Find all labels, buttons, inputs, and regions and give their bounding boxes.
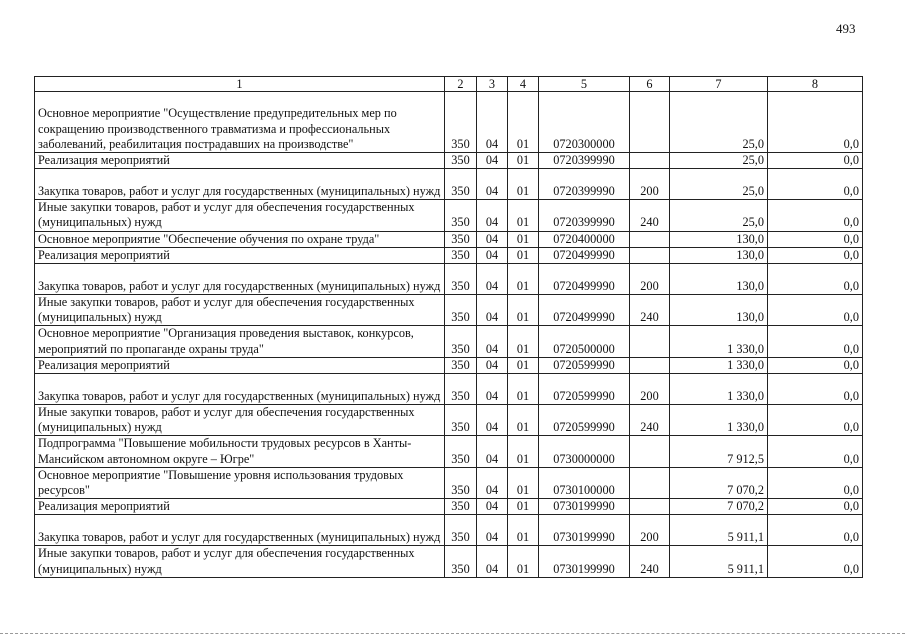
cell-pr: 01 [508, 200, 539, 231]
cell-csr: 0730199990 [539, 499, 630, 515]
cell-sum2: 0,0 [768, 326, 863, 357]
cell-sum2: 0,0 [768, 546, 863, 577]
cell-sum2: 0,0 [768, 92, 863, 153]
cell-vr: 240 [630, 200, 670, 231]
cell-vr [630, 153, 670, 169]
cell-ved: 350 [445, 436, 477, 467]
cell-pr: 01 [508, 405, 539, 436]
column-header: 2 [445, 77, 477, 92]
cell-name: Основное мероприятие "Осуществление предупредительных мер по сокращению производственного травматизма и профессиональных заболеваний, реабилитация пострадавших на производстве" [35, 92, 445, 153]
cell-name: Закупка товаров, работ и услуг для государственных (муниципальных) нужд [35, 515, 445, 546]
cell-ved: 350 [445, 546, 477, 577]
cell-vr [630, 467, 670, 498]
cell-ved: 350 [445, 169, 477, 200]
cell-rz: 04 [477, 405, 508, 436]
cell-sum2: 0,0 [768, 467, 863, 498]
table-row [35, 436, 863, 467]
cell-name: Иные закупки товаров, работ и услуг для обеспечения государственных (муниципальных) нужд [35, 295, 445, 326]
cell-rz: 04 [477, 295, 508, 326]
cell-name: Реализация мероприятий [35, 153, 445, 169]
cell-vr: 240 [630, 405, 670, 436]
cell-ved: 350 [445, 374, 477, 405]
cell-sum1: 7 912,5 [670, 436, 768, 467]
cell-sum2: 0,0 [768, 153, 863, 169]
cell-sum2: 0,0 [768, 357, 863, 373]
table-row [35, 153, 863, 169]
cell-vr [630, 357, 670, 373]
cell-rz: 04 [477, 326, 508, 357]
cell-sum1: 1 330,0 [670, 326, 768, 357]
cell-sum1: 25,0 [670, 92, 768, 153]
cell-sum2: 0,0 [768, 231, 863, 247]
cell-sum1: 25,0 [670, 169, 768, 200]
cell-sum1: 25,0 [670, 200, 768, 231]
cell-vr [630, 499, 670, 515]
table-row [35, 405, 863, 436]
cell-vr: 240 [630, 546, 670, 577]
cell-pr: 01 [508, 374, 539, 405]
column-header: 8 [768, 77, 863, 92]
cell-name: Основное мероприятие "Повышение уровня использования трудовых ресурсов" [35, 467, 445, 498]
cell-csr: 0720599990 [539, 357, 630, 373]
cell-csr: 0720400000 [539, 231, 630, 247]
cell-csr: 0720500000 [539, 326, 630, 357]
cell-ved: 350 [445, 92, 477, 153]
cell-pr: 01 [508, 264, 539, 295]
budget-table [34, 76, 863, 578]
cell-pr: 01 [508, 153, 539, 169]
cell-csr: 0720399990 [539, 200, 630, 231]
cell-name: Иные закупки товаров, работ и услуг для обеспечения государственных (муниципальных) нужд [35, 200, 445, 231]
cell-name: Иные закупки товаров, работ и услуг для обеспечения государственных (муниципальных) нужд [35, 546, 445, 577]
cell-sum1: 130,0 [670, 231, 768, 247]
cell-vr [630, 231, 670, 247]
cell-sum2: 0,0 [768, 374, 863, 405]
cell-pr: 01 [508, 436, 539, 467]
cell-ved: 350 [445, 200, 477, 231]
column-header: 7 [670, 77, 768, 92]
cell-rz: 04 [477, 247, 508, 263]
cell-rz: 04 [477, 436, 508, 467]
cell-name: Основное мероприятие "Обеспечение обучения по охране труда" [35, 231, 445, 247]
cell-ved: 350 [445, 231, 477, 247]
cell-csr: 0720399990 [539, 169, 630, 200]
table-row [35, 546, 863, 577]
cell-vr: 200 [630, 374, 670, 405]
cell-vr [630, 436, 670, 467]
cell-rz: 04 [477, 467, 508, 498]
cell-sum1: 130,0 [670, 247, 768, 263]
cell-name: Реализация мероприятий [35, 247, 445, 263]
cell-sum1: 1 330,0 [670, 357, 768, 373]
cell-sum1: 5 911,1 [670, 515, 768, 546]
cell-name: Закупка товаров, работ и услуг для государственных (муниципальных) нужд [35, 264, 445, 295]
column-header: 3 [477, 77, 508, 92]
table-row [35, 326, 863, 357]
cell-name: Реализация мероприятий [35, 499, 445, 515]
table-row [35, 169, 863, 200]
table-row [35, 515, 863, 546]
cell-ved: 350 [445, 295, 477, 326]
cell-name: Основное мероприятие "Организация проведения выставок, конкурсов, мероприятий по пропаганде охраны труда" [35, 326, 445, 357]
cell-sum2: 0,0 [768, 436, 863, 467]
column-header: 1 [35, 77, 445, 92]
cell-sum2: 0,0 [768, 247, 863, 263]
cell-csr: 0720399990 [539, 153, 630, 169]
cell-ved: 350 [445, 405, 477, 436]
cell-csr: 0720599990 [539, 405, 630, 436]
cell-sum2: 0,0 [768, 405, 863, 436]
column-header: 5 [539, 77, 630, 92]
cell-rz: 04 [477, 515, 508, 546]
cell-csr: 0720499990 [539, 295, 630, 326]
table-row [35, 92, 863, 153]
cell-csr: 0720499990 [539, 247, 630, 263]
cell-pr: 01 [508, 515, 539, 546]
cell-rz: 04 [477, 169, 508, 200]
cell-pr: 01 [508, 231, 539, 247]
page-number: 493 [836, 21, 856, 36]
cell-sum2: 0,0 [768, 499, 863, 515]
cell-vr [630, 247, 670, 263]
cell-pr: 01 [508, 169, 539, 200]
cell-sum1: 25,0 [670, 153, 768, 169]
cell-name: Иные закупки товаров, работ и услуг для обеспечения государственных (муниципальных) нужд [35, 405, 445, 436]
cell-ved: 350 [445, 153, 477, 169]
cell-pr: 01 [508, 357, 539, 373]
cell-ved: 350 [445, 357, 477, 373]
cell-pr: 01 [508, 326, 539, 357]
cell-vr: 200 [630, 264, 670, 295]
cell-ved: 350 [445, 515, 477, 546]
cell-sum1: 1 330,0 [670, 405, 768, 436]
cell-csr: 0730199990 [539, 546, 630, 577]
cell-csr: 0720300000 [539, 92, 630, 153]
cell-pr: 01 [508, 247, 539, 263]
table-row [35, 357, 863, 373]
table-row [35, 200, 863, 231]
cell-sum1: 1 330,0 [670, 374, 768, 405]
cell-rz: 04 [477, 546, 508, 577]
table-row [35, 467, 863, 498]
cell-sum1: 7 070,2 [670, 499, 768, 515]
table-row [35, 295, 863, 326]
cell-name: Реализация мероприятий [35, 357, 445, 373]
cell-sum2: 0,0 [768, 264, 863, 295]
cell-sum1: 130,0 [670, 264, 768, 295]
table-header-row [35, 77, 863, 92]
cell-pr: 01 [508, 92, 539, 153]
cell-rz: 04 [477, 231, 508, 247]
cell-vr [630, 326, 670, 357]
cell-vr: 200 [630, 169, 670, 200]
cell-sum2: 0,0 [768, 295, 863, 326]
cell-csr: 0730199990 [539, 515, 630, 546]
cell-ved: 350 [445, 499, 477, 515]
cell-pr: 01 [508, 499, 539, 515]
column-header: 4 [508, 77, 539, 92]
cell-csr: 0730000000 [539, 436, 630, 467]
cell-pr: 01 [508, 467, 539, 498]
cell-rz: 04 [477, 374, 508, 405]
cell-sum1: 7 070,2 [670, 467, 768, 498]
page-bottom-edge [0, 633, 905, 634]
cell-csr: 0720499990 [539, 264, 630, 295]
table-row [35, 247, 863, 263]
cell-vr: 200 [630, 515, 670, 546]
cell-csr: 0720599990 [539, 374, 630, 405]
cell-pr: 01 [508, 295, 539, 326]
cell-name: Закупка товаров, работ и услуг для государственных (муниципальных) нужд [35, 169, 445, 200]
table-row [35, 231, 863, 247]
cell-sum1: 5 911,1 [670, 546, 768, 577]
cell-name: Подпрограмма "Повышение мобильности трудовых ресурсов в Ханты-Мансийском автономном округе – Югре" [35, 436, 445, 467]
cell-sum2: 0,0 [768, 515, 863, 546]
cell-rz: 04 [477, 499, 508, 515]
cell-rz: 04 [477, 200, 508, 231]
cell-sum2: 0,0 [768, 169, 863, 200]
column-header: 6 [630, 77, 670, 92]
cell-sum1: 130,0 [670, 295, 768, 326]
table-row [35, 499, 863, 515]
table-row [35, 374, 863, 405]
cell-rz: 04 [477, 92, 508, 153]
cell-ved: 350 [445, 264, 477, 295]
cell-rz: 04 [477, 153, 508, 169]
cell-pr: 01 [508, 546, 539, 577]
cell-name: Закупка товаров, работ и услуг для государственных (муниципальных) нужд [35, 374, 445, 405]
cell-vr: 240 [630, 295, 670, 326]
cell-ved: 350 [445, 247, 477, 263]
table-row [35, 264, 863, 295]
cell-rz: 04 [477, 264, 508, 295]
cell-ved: 350 [445, 467, 477, 498]
cell-vr [630, 92, 670, 153]
cell-rz: 04 [477, 357, 508, 373]
cell-sum2: 0,0 [768, 200, 863, 231]
cell-csr: 0730100000 [539, 467, 630, 498]
cell-ved: 350 [445, 326, 477, 357]
